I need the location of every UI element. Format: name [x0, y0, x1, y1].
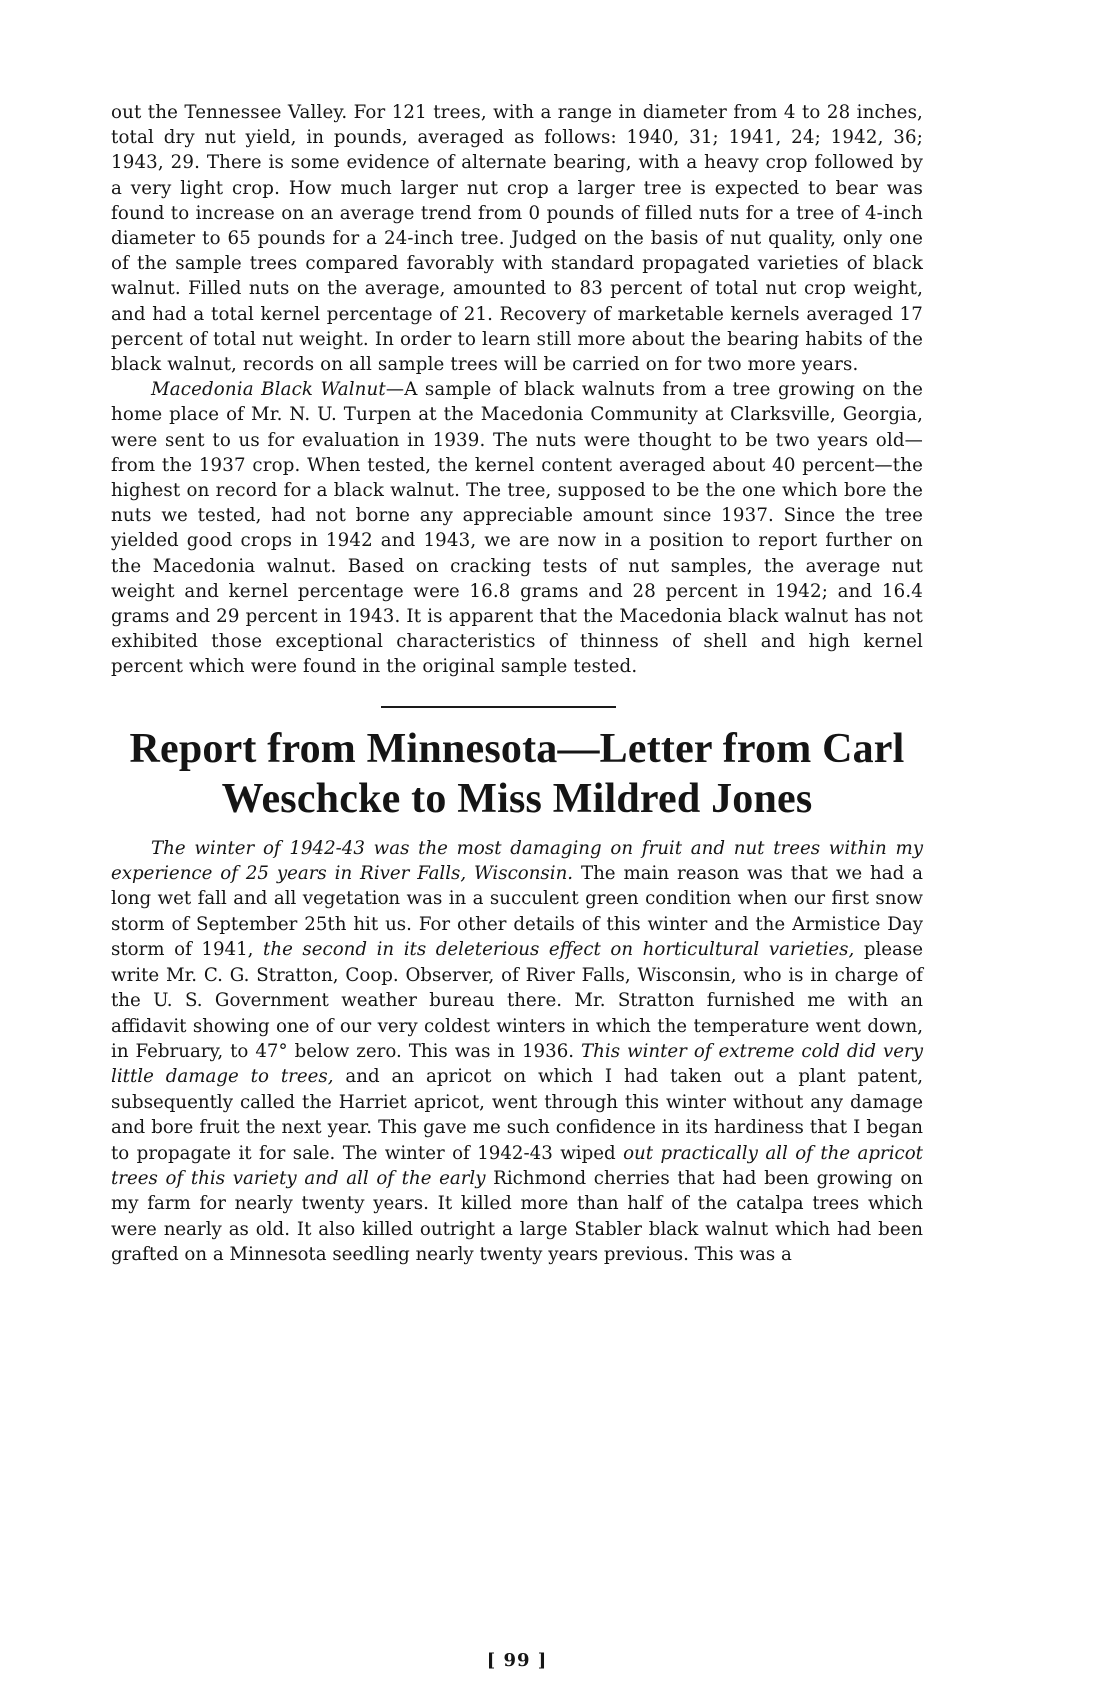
letter-italic-3: This winter of extreme cold did very little damage to trees,	[111, 1040, 923, 1088]
section-heading	[111, 724, 923, 824]
section-divider	[111, 680, 923, 724]
document-page	[111, 100, 923, 1680]
letter-text-1: The main reason was that we had a long wet fall and all vegetation was in a succulent green condition when our first snow storm of September 25th hit us. For other details of this winter and the Armistice Day storm of 1941,	[111, 863, 923, 961]
macedonia-walnut-text: —A sample of black walnuts from a tree growing on the home place of Mr. N. U. Turpen at the Macedonia Community at Clarksville, Georgia, were sent to us for evaluation in 1939. The nuts were thought to be two years old—from the 1937 crop. When tested, the kernel content averaged about 40 percent—the highest on record for a black walnut. The tree, supposed to be the one which bore the nuts we tested, had not borne any appreciable amount since 1937. Since the tree yielded good crops in 1942 and 1943, we are now in a position to report further on the Macedonia walnut. Based on cracking tests of nut samples, the average nut weight and kernel percentage were 16.8 grams and 28 percent in 1942; and 16.4 grams and 29 percent in 1943. It is apparent that the Macedonia black walnut has not exhibited those exceptional characteristics of thinness of shell and high kernel percent which were found in the original sample tested.	[111, 379, 923, 678]
letter-text-2: please write Mr. C. G. Stratton, Coop. Observer, of River Falls, Wisconsin, who is in charge of the U. S. Government weather bureau there. Mr. Stratton furnished me with an affidavit showing one of our very coldest winters in which the temperature went down, in February, to 47° below zero. This was in 1936.	[111, 939, 924, 1062]
divider-rule	[381, 706, 616, 708]
letter-italic-2: the second in its deleterious effect on horticultural varieties,	[253, 939, 855, 961]
letter-italic-opening: The winter of 1942-43 was the most damaging on fruit and nut trees within my experience of 25 years in River Falls, Wisconsin.	[111, 837, 923, 885]
letter-paragraph	[111, 836, 923, 1268]
letter-italic-4: out practically all of the apricot trees of this variety and all of the early	[111, 1142, 923, 1189]
page-number: [ 99 ]	[486, 1650, 548, 1671]
heading-line-1: Report from Minnesota—Letter from Carl	[129, 725, 905, 772]
letter-text-3: and an apricot on which I had taken out a plant patent, subsequently called the Harriet apricot, went through this winter without any damage and bore fruit the next year. This gave me such confidence in its hardiness that I began to propagate it for sale. The winter of 1942-43 wiped	[111, 1066, 923, 1164]
macedonia-walnut-run-in-title: Macedonia Black Walnut	[151, 379, 386, 401]
letter-text-4: Richmond cherries that had been growing on my farm for nearly twenty years. It killed more than half of the catalpa trees which were nearly as old. It also killed outright a large Stabler black walnut which had been grafted on a Minnesota seedling nearly twenty years previous. This was a	[111, 1167, 924, 1266]
heading-spacer	[111, 824, 923, 836]
paragraph-macedonia-walnut	[111, 377, 923, 679]
paragraph-tennessee-valley: out the Tennessee Valley. For 121 trees, with a range in diameter from 4 to 28 inches, total dry nut yield, in pounds, averaged as follows: 1940, 31; 1941, 24; 1942, 36; 1943, 29. There is some evidence of alternate bearing, with a heavy crop followed by a very light crop. How much larger nut crop a larger tree is expected to bear was found to increase on an average trend from 0 pounds of filled nuts for a tree of 4-inch diameter to 65 pounds for a 24-inch tree. Judged on the basis of nut quality, only one of the sample trees compared favorably with standard propagated varieties of black walnut. Filled nuts on the average, amounted to 83 percent of total nut crop weight, and had a total kernel percentage of 21. Recovery of marketable kernels averaged 17 percent of total nut weight. In order to learn still more about the bearing habits of the black walnut, records on all sample trees will be carried on for two more years.	[111, 102, 923, 376]
heading-line-2: Weschcke to Miss Mildred Jones	[221, 775, 813, 822]
